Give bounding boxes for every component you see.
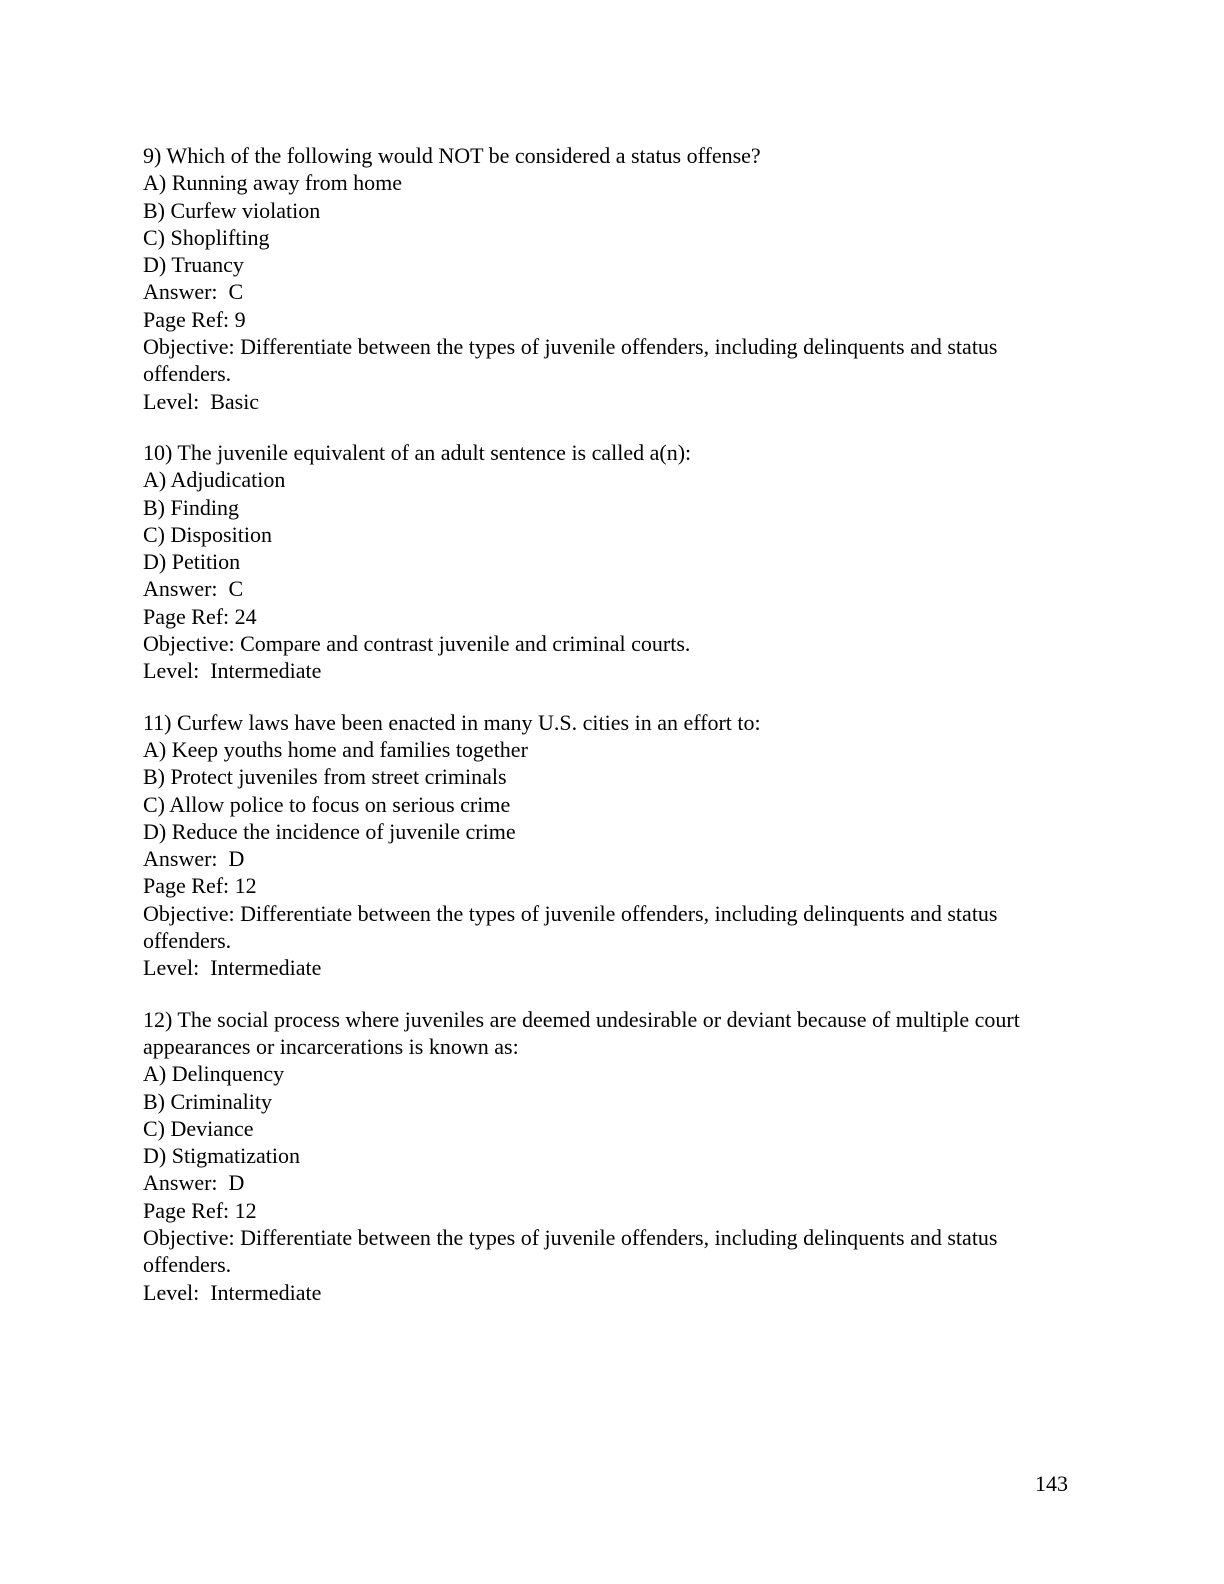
question-stem: 9) Which of the following would NOT be considered a status offense? bbox=[143, 143, 761, 168]
option-c: C) Deviance bbox=[143, 1115, 254, 1141]
answer: Answer: D bbox=[143, 1170, 245, 1196]
page-ref: Page Ref: 24 bbox=[143, 603, 257, 629]
level: Level: Basic bbox=[143, 388, 260, 414]
answer: Answer: C bbox=[143, 576, 244, 602]
option-d: D) Truancy bbox=[143, 252, 244, 278]
document-page bbox=[143, 142, 1063, 1330]
option-d: D) Petition bbox=[143, 549, 241, 575]
answer: Answer: D bbox=[143, 846, 245, 872]
answer: Answer: C bbox=[143, 279, 244, 305]
option-b: B) Curfew violation bbox=[143, 197, 321, 223]
question-11 bbox=[143, 709, 1063, 982]
objective: Objective: Differentiate between the types of juvenile offenders, including delinquents and status offenders. bbox=[143, 1224, 998, 1278]
page-ref: Page Ref: 9 bbox=[143, 306, 246, 332]
level: Level: Intermediate bbox=[143, 955, 322, 981]
objective: Objective: Differentiate between the types of juvenile offenders, including delinquents and status offenders. bbox=[143, 900, 998, 954]
option-a: A) Delinquency bbox=[143, 1061, 285, 1087]
option-d: D) Stigmatization bbox=[143, 1143, 301, 1169]
option-d: D) Reduce the incidence of juvenile crime bbox=[143, 818, 516, 844]
question-stem: 10) The juvenile equivalent of an adult sentence is called a(n): bbox=[143, 439, 692, 465]
option-b: B) Finding bbox=[143, 494, 239, 520]
option-a: A) Keep youths home and families together bbox=[143, 736, 528, 762]
level: Level: Intermediate bbox=[143, 658, 322, 684]
question-9 bbox=[143, 142, 1063, 415]
question-12 bbox=[143, 1006, 1063, 1306]
level: Level: Intermediate bbox=[143, 1279, 322, 1305]
option-a: A) Running away from home bbox=[143, 170, 403, 196]
question-stem: 12) The social process where juveniles are deemed undesirable or deviant because of multiple court appearances or incarcerations is known as: bbox=[143, 1006, 1020, 1059]
page-ref: Page Ref: 12 bbox=[143, 1197, 257, 1223]
option-c: C) Allow police to focus on serious crime bbox=[143, 791, 511, 817]
objective: Objective: Compare and contrast juvenile and criminal courts. bbox=[143, 631, 691, 657]
question-stem: 11) Curfew laws have been enacted in many U.S. cities in an effort to: bbox=[143, 709, 761, 735]
option-c: C) Disposition bbox=[143, 521, 272, 547]
option-b: B) Protect juveniles from street criminals bbox=[143, 764, 507, 790]
page-number: 143 bbox=[1035, 1471, 1068, 1496]
option-a: A) Adjudication bbox=[143, 467, 286, 493]
question-10 bbox=[143, 439, 1063, 685]
objective: Objective: Differentiate between the types of juvenile offenders, including delinquents and status offenders. bbox=[143, 334, 998, 387]
option-c: C) Shoplifting bbox=[143, 224, 270, 250]
page-ref: Page Ref: 12 bbox=[143, 873, 257, 899]
option-b: B) Criminality bbox=[143, 1088, 272, 1114]
